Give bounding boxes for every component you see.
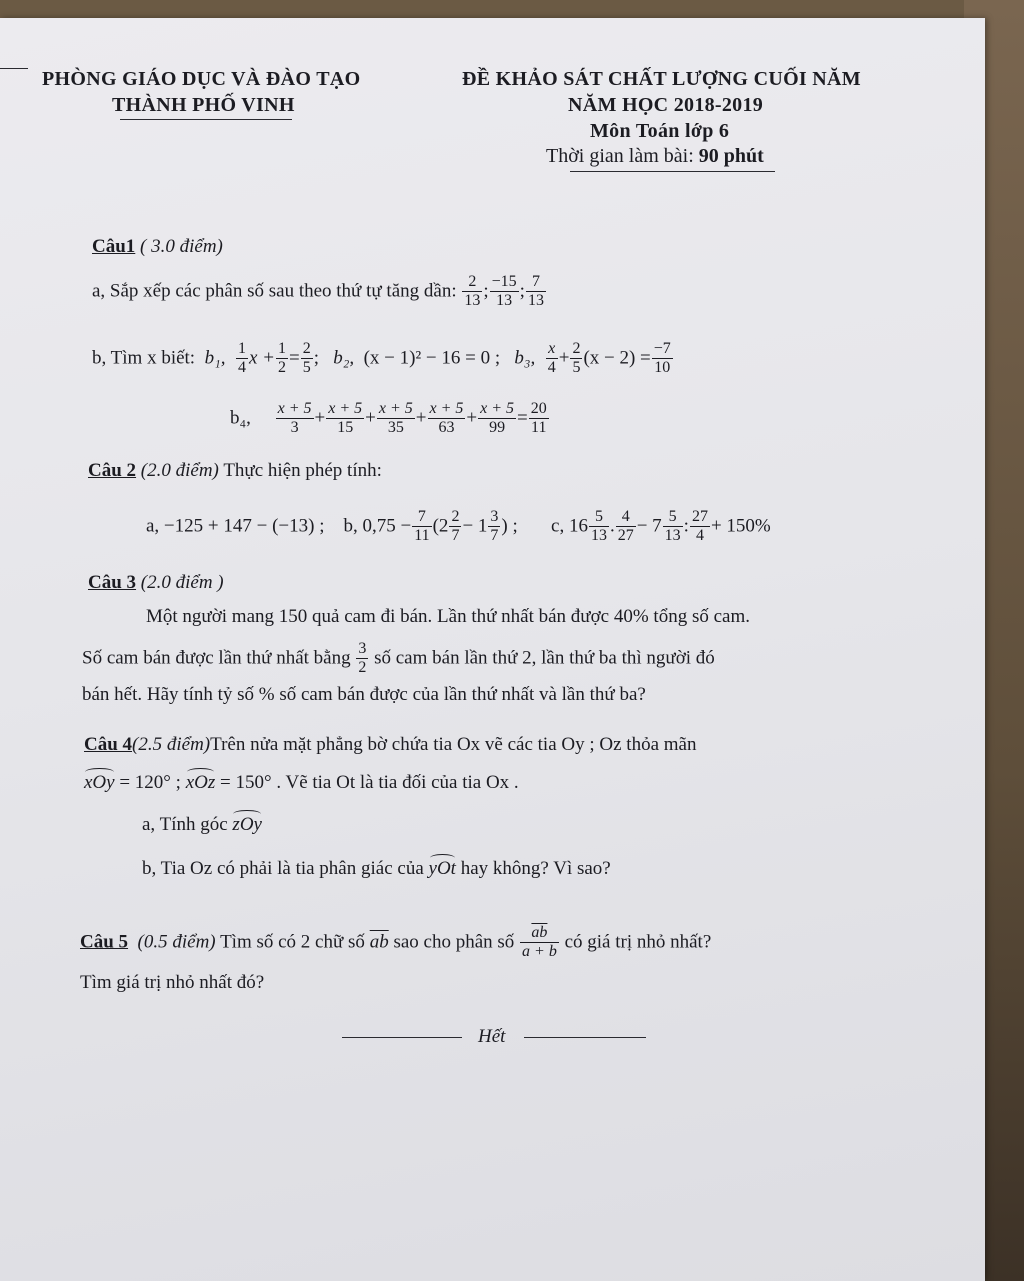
- q1a-text: a, Sắp xếp các phân số sau theo thứ tự tăng dần:: [92, 280, 457, 302]
- q1a-frac-3: [526, 273, 546, 311]
- q2b-frac-1: [412, 508, 431, 546]
- q1a-line: a, Sắp xếp các phân số sau theo thứ tự tăng dần: $\frac{2}{13}$ ; $\frac{-15}{13}$ ; $\frac{7}{13}$: [92, 273, 544, 310]
- numerator: x: [548, 340, 556, 357]
- numerator: 2: [572, 340, 581, 357]
- q1b-text: b, Tìm x biết:: [92, 347, 196, 369]
- q1b3-mid: (x − 2) =: [583, 347, 651, 369]
- q2c-dot: .: [609, 515, 615, 537]
- q5-label: Câu 5: [80, 931, 129, 953]
- denominator: 4: [547, 359, 556, 377]
- angle-yOt: yOt: [428, 858, 456, 879]
- exam-title: ĐỀ KHẢO SÁT CHẤT LƯỢNG CUỐI NĂM: [462, 68, 861, 90]
- q2c-frac-4: [690, 508, 710, 546]
- margin-dash: [0, 68, 28, 69]
- q2c-colon: :: [683, 515, 689, 537]
- q5-line-2: Tìm giá trị nhỏ nhất đó?: [80, 972, 265, 993]
- denominator: 99: [478, 418, 516, 437]
- end-line-left: [342, 1037, 462, 1038]
- q2c-frac-2: [616, 508, 636, 546]
- q2c-end: + 150%: [710, 515, 771, 537]
- q1b-line: [92, 340, 674, 378]
- q1a-frac-2: [490, 273, 519, 311]
- denominator: 7: [490, 527, 499, 545]
- subject: Môn Toán lớp 6: [590, 120, 730, 142]
- denominator: 11: [414, 527, 430, 545]
- plus: +: [558, 347, 570, 369]
- q5-points: (0.5 điểm): [137, 931, 216, 953]
- numerator: 3: [358, 640, 367, 657]
- denominator: 13: [464, 292, 481, 310]
- numerator: 4: [621, 508, 630, 525]
- q1b3-frac-3: [652, 340, 673, 378]
- q4-line-2: [84, 772, 519, 794]
- q2-points: (2.0 điểm): [140, 460, 219, 481]
- q1b4-label: b₄,: [230, 407, 251, 429]
- denominator: 5: [302, 359, 311, 377]
- denominator: 13: [527, 292, 544, 310]
- denominator: a + b: [522, 943, 557, 961]
- end-line-right: [524, 1037, 646, 1038]
- q5-line-1: [80, 924, 711, 962]
- q5-line1-post: có giá trị nhỏ nhất?: [564, 931, 712, 953]
- angle-zOy: zOy: [232, 814, 262, 835]
- q3-line-2: [82, 640, 715, 678]
- q4b-line: [142, 858, 611, 880]
- q1b1-frac-3: [301, 340, 313, 378]
- q2b-mid2: − 1: [462, 515, 488, 537]
- angle-xOz: xOz: [185, 772, 216, 793]
- q2b-frac-3: [488, 508, 500, 546]
- q2b-end: ) ;: [501, 515, 518, 537]
- denominator: 4: [690, 526, 710, 545]
- numerator: x + 5: [429, 400, 464, 417]
- denominator: 10: [652, 358, 673, 377]
- q1b3-label: b₃,: [514, 347, 536, 369]
- number-ab: $\overline{ab}$: [369, 931, 389, 953]
- q1-points: ( 3.0 điểm): [140, 236, 223, 257]
- denominator: 4: [237, 359, 246, 377]
- denominator: 15: [326, 418, 364, 437]
- q2-line: [146, 508, 771, 546]
- angle-xOz-value: = 150° . Vẽ tia Ot là tia đối của tia Ox .: [220, 772, 519, 793]
- numerator: x + 5: [378, 400, 413, 417]
- q2c-pre: c, 16: [551, 515, 588, 537]
- denominator: 5: [572, 359, 581, 377]
- semicolon: ;: [313, 347, 319, 369]
- q1b3-frac-1: [546, 340, 558, 378]
- numerator: 2: [468, 273, 477, 290]
- denominator: 13: [590, 527, 607, 545]
- angle-xOy-value: = 120° ;: [119, 772, 181, 793]
- q4a-line: [142, 814, 262, 836]
- q1-heading: [92, 236, 223, 258]
- numerator: 7: [417, 508, 426, 525]
- q4a-text: a, Tính góc: [142, 814, 228, 835]
- time-value: 90 phút: [698, 145, 764, 167]
- numerator: 2: [451, 508, 460, 525]
- q1a-frac-1: [462, 273, 482, 311]
- angle-xOy: xOy: [84, 772, 115, 793]
- denominator: 2: [358, 659, 367, 677]
- numerator: $\overline{ab}$: [531, 924, 548, 941]
- q2b-mid1: (2: [432, 515, 449, 537]
- q3-heading: [88, 572, 224, 594]
- numerator: x + 5: [328, 400, 363, 417]
- q1b1-label: b₁,: [204, 347, 226, 369]
- numerator: −15: [491, 273, 517, 290]
- city-underline: [120, 119, 292, 120]
- q2a-expr: a, −125 + 147 − (−13) ;: [146, 515, 325, 537]
- city-name: THÀNH PHỐ VINH: [112, 94, 295, 116]
- denominator: 7: [451, 527, 460, 545]
- time-underline: [570, 171, 775, 172]
- numerator: 27: [691, 508, 708, 525]
- q4-label: Câu 4: [84, 734, 133, 755]
- q1b4-frac-2: [326, 400, 364, 438]
- equals: =: [288, 347, 300, 369]
- denominator: 2: [277, 359, 286, 377]
- q2c-mid: − 7: [636, 515, 662, 537]
- numerator: 3: [490, 508, 499, 525]
- q3-line-3: bán hết. Hãy tính tỷ số % số cam bán được của lần thứ nhất và lần thứ ba?: [82, 684, 646, 705]
- q2-label: Câu 2: [88, 460, 137, 481]
- q3-line2-pre: Số cam bán được lần thứ nhất bằng: [82, 647, 351, 669]
- denominator: 13: [490, 291, 519, 310]
- q1b1-frac-2: [276, 340, 288, 378]
- department-name: PHÒNG GIÁO DỤC VÀ ĐÀO TẠO: [42, 68, 361, 90]
- q4-points: (2.5 điểm): [132, 734, 211, 755]
- numerator: 1: [237, 340, 246, 357]
- q4b-post: hay không? Vì sao?: [460, 858, 611, 879]
- q5-line1-pre: Tìm số có 2 chữ số: [220, 931, 365, 953]
- numerator: 5: [668, 508, 677, 525]
- q2c-frac-3: [663, 508, 683, 546]
- q3-line2-post: số cam bán lần thứ 2, lần thứ ba thì người đó: [374, 647, 715, 669]
- q1b4-frac-1: [276, 400, 314, 438]
- school-year: NĂM HỌC 2018-2019: [568, 94, 764, 116]
- q1b4-frac-5: [478, 400, 516, 438]
- numerator: 7: [531, 273, 540, 290]
- q1b1-x: x +: [248, 347, 275, 369]
- denominator: 11: [529, 418, 549, 437]
- q1b4-frac-3: [377, 400, 415, 438]
- denominator: 13: [664, 527, 681, 545]
- denominator: 27: [617, 527, 634, 545]
- q1b2-expr: (x − 1)² − 16 = 0 ;: [363, 347, 501, 369]
- q1b4-frac-rhs: [529, 400, 549, 438]
- q3-frac: [356, 640, 368, 678]
- q3-points: (2.0 điểm ): [140, 572, 224, 593]
- q1b2-label: b₂,: [333, 347, 355, 369]
- q2b-pre: b, 0,75 −: [343, 515, 412, 537]
- denominator: 63: [428, 418, 466, 437]
- numerator: x + 5: [480, 400, 515, 417]
- end-marker: Hết: [478, 1026, 506, 1047]
- q1b4-frac-4: [428, 400, 466, 438]
- numerator: 2: [302, 340, 311, 357]
- q3-line-1: Một người mang 150 quả cam đi bán. Lần thứ nhất bán được 40% tổng số cam.: [146, 606, 750, 627]
- q2b-frac-2: [449, 508, 461, 546]
- numerator: −7: [653, 340, 671, 357]
- q1b4-line: b₄, $\frac{x + 5}{3}$ + $\frac{x + 5}{15}$ + $\frac{x + 5}{35}$ + $\frac{x + 5}{63}$ + $\frac{x + 5}{99}$ = $\frac{20}{11}$: [230, 400, 547, 437]
- q5-line1-mid: sao cho phân số: [393, 931, 515, 953]
- q2c-frac-1: [589, 508, 609, 546]
- q5-frac: [520, 924, 559, 962]
- time-label: Thời gian làm bài:: [546, 145, 699, 167]
- q4-line1-text: Trên nửa mặt phẳng bờ chứa tia Ox vẽ các tia Oy ; Oz thỏa mãn: [210, 734, 697, 755]
- q4b-text: b, Tia Oz có phải là tia phân giác của: [142, 858, 424, 879]
- q3-label: Câu 3: [88, 572, 137, 593]
- q2-title: Thực hiện phép tính:: [223, 460, 382, 481]
- q1-label: Câu1: [92, 236, 136, 257]
- q4-line-1: [84, 734, 696, 756]
- numerator: 5: [594, 508, 603, 525]
- time-allowed: [546, 145, 764, 168]
- denominator: 3: [276, 418, 314, 437]
- numerator: 20: [530, 400, 547, 417]
- denominator: 35: [377, 418, 415, 437]
- exam-paper: [0, 18, 985, 1281]
- q1b1-frac-1: [236, 340, 248, 378]
- q2-heading: [88, 460, 382, 482]
- numerator: x + 5: [277, 400, 312, 417]
- q1b3-frac-2: [570, 340, 582, 378]
- numerator: 1: [277, 340, 286, 357]
